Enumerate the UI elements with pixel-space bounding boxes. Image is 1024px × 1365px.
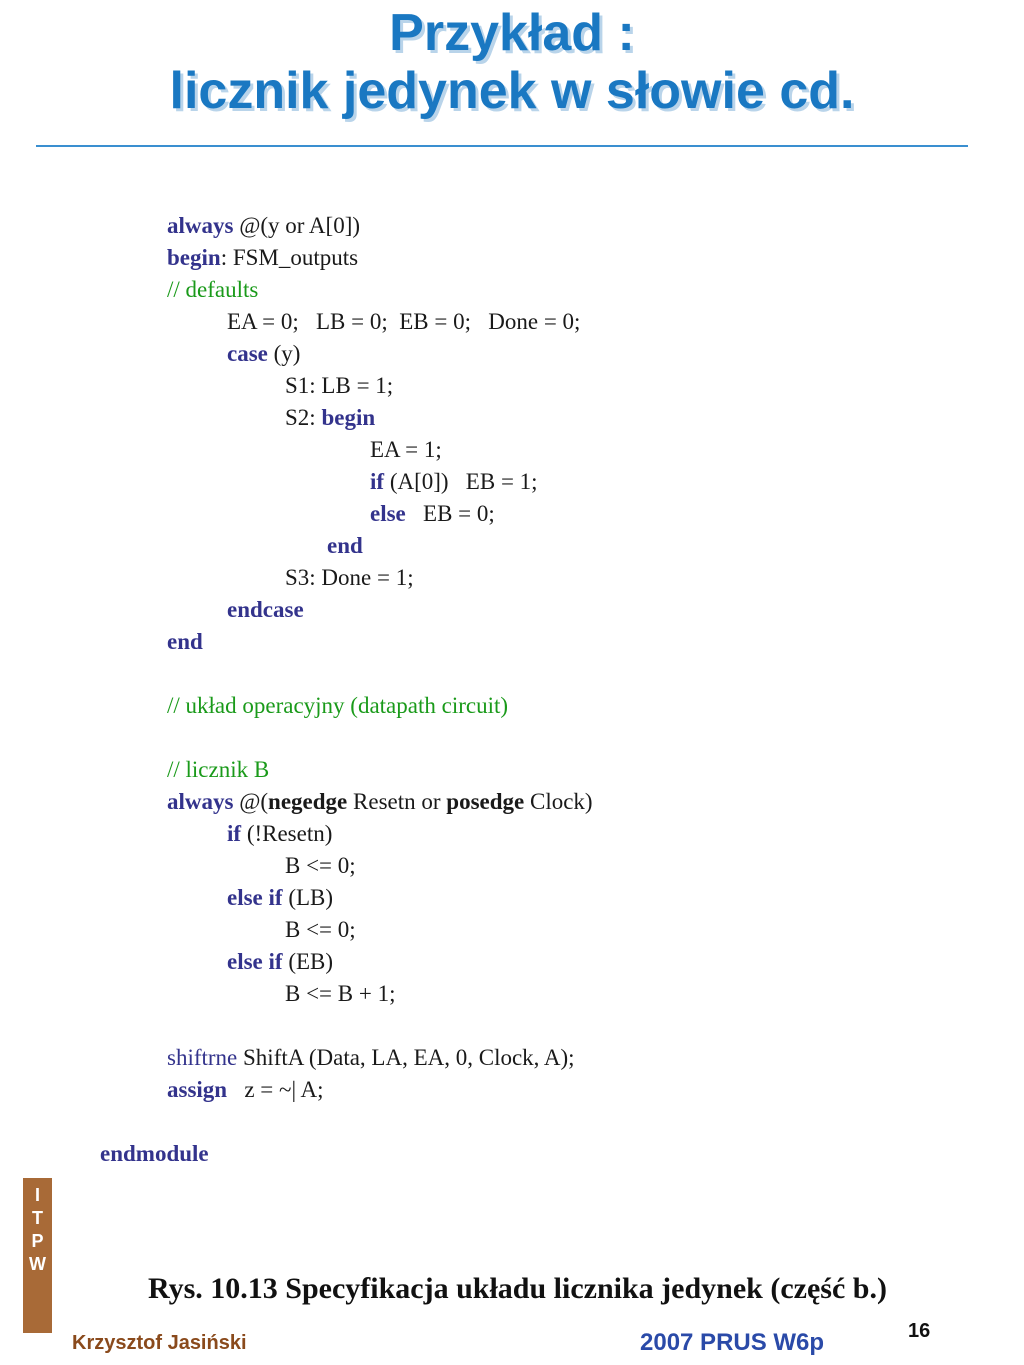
code-line: else if (LB): [227, 885, 334, 910]
title-line-2: licznik jedynek w słowie cd.: [169, 62, 855, 120]
code-line: S3: Done = 1;: [285, 565, 414, 590]
sidebar-letter: T: [32, 1208, 43, 1228]
footer-author: Krzysztof Jasiński: [72, 1332, 247, 1354]
code-line: end: [167, 629, 203, 654]
code-line: shiftrne ShiftA (Data, LA, EA, 0, Clock, A);: [167, 1045, 575, 1070]
code-line: endcase: [227, 597, 304, 622]
code-line: assign z = ~| A;: [167, 1077, 324, 1102]
code-line: EA = 1;: [370, 437, 442, 462]
code-line: always @(y or A[0]): [167, 213, 361, 238]
code-line: if (A[0]) EB = 1;: [370, 469, 538, 494]
page-number: 16: [908, 1320, 931, 1342]
footer-course: 2007 PRUS W6p: [640, 1329, 825, 1356]
code-comment: // defaults: [167, 277, 259, 302]
code-line: end: [327, 533, 363, 558]
code-line: EA = 0; LB = 0; EB = 0; Done = 0;: [227, 309, 581, 334]
figure-caption: Rys. 10.13 Specyfikacja układu licznika jedynek (część b.): [148, 1272, 887, 1305]
itpw-sidebar: [23, 1178, 52, 1333]
code-line: case (y): [227, 341, 301, 366]
code-line: else if (EB): [227, 949, 334, 974]
code-line: S1: LB = 1;: [285, 373, 394, 398]
code-line: B <= 0;: [285, 853, 356, 878]
code-line: if (!Resetn): [227, 821, 333, 846]
code-comment: // licznik B: [167, 757, 270, 782]
code-line: always @(negedge Resetn or posedge Clock): [167, 789, 593, 814]
title-line-1: Przykład :: [389, 4, 635, 62]
code-line: else EB = 0;: [370, 501, 495, 526]
code-line: begin: FSM_outputs: [167, 245, 359, 270]
sidebar-letter: W: [29, 1254, 46, 1274]
code-line: B <= 0;: [285, 917, 356, 942]
code-line: endmodule: [100, 1141, 209, 1166]
sidebar-letter: I: [34, 1185, 40, 1205]
code-line: S2: begin: [285, 405, 376, 430]
sidebar-letter: P: [31, 1231, 44, 1251]
code-line: B <= B + 1;: [285, 981, 396, 1006]
title-divider: [36, 145, 968, 147]
code-comment: // układ operacyjny (datapath circuit): [167, 693, 509, 718]
slide-title: [0, 4, 1024, 120]
